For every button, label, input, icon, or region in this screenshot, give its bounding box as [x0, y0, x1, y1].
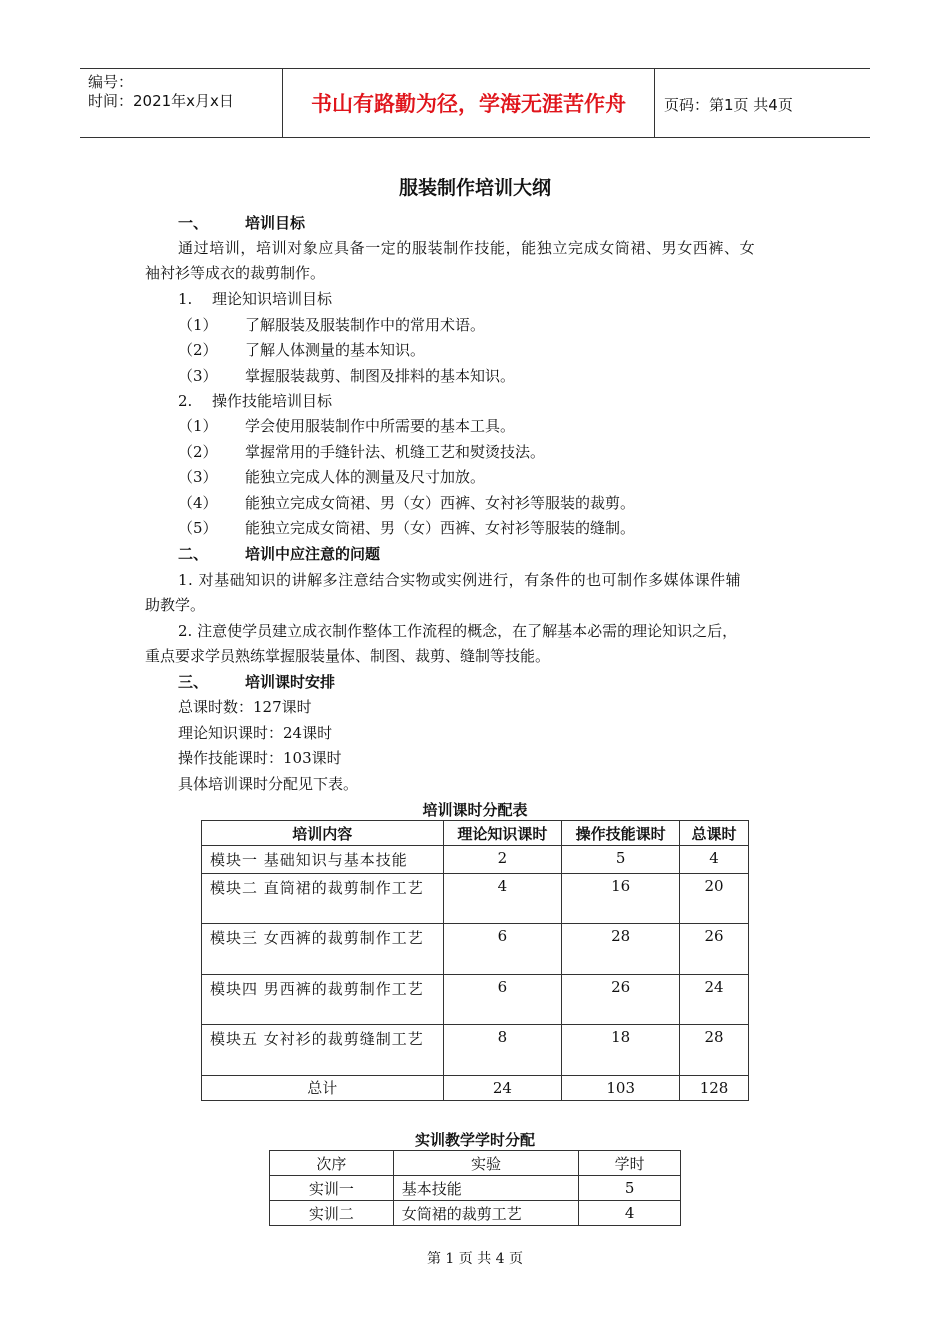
doc-code-label: 编号：	[88, 73, 134, 91]
table-header-row	[202, 821, 749, 846]
list-item-text: 能独立完成女筒裙、男（女）西裤、女衬衫等服装的缝制。	[245, 519, 636, 537]
column-header: 操作技能课时	[562, 821, 680, 846]
module-name-cell: 模块五 女衬衫的裁剪缝制工艺	[202, 1025, 444, 1076]
practice-hours-cell: 103	[562, 1076, 680, 1101]
practice-hours-cell: 18	[562, 1025, 680, 1076]
hours-cell: 4	[579, 1201, 681, 1226]
theory-hours-cell: 6	[443, 924, 562, 975]
section-1-number: 一、	[178, 214, 209, 232]
theory-hours-cell: 6	[443, 975, 562, 1025]
page-header	[80, 68, 870, 138]
module-name-cell: 模块三 女西裤的裁剪制作工艺	[202, 924, 444, 975]
section-2-title: 培训中应注意的问题	[245, 545, 381, 563]
order-cell: 实训二	[270, 1201, 394, 1226]
theory-hours-cell: 2	[443, 846, 562, 874]
table-row	[202, 975, 749, 1025]
experiment-cell: 基本技能	[393, 1176, 579, 1201]
section-3-number: 三、	[178, 673, 209, 691]
module-name-cell: 模块二 直筒裙的裁剪制作工艺	[202, 874, 444, 924]
list-item-number: （3）	[178, 468, 218, 486]
list-item-number: （3）	[178, 367, 218, 385]
list-item-text: 了解人体测量的基本知识。	[245, 341, 426, 359]
column-header: 理论知识课时	[443, 821, 562, 846]
section-2-para-2-line-2: 重点要求学员熟练掌握服装量体、制图、裁剪、缝制等技能。	[145, 647, 551, 665]
table-total-row	[202, 1076, 749, 1101]
hours-cell: 5	[579, 1176, 681, 1201]
column-header: 学时	[579, 1151, 681, 1176]
list-item-number: （1）	[178, 316, 218, 334]
table-row	[202, 846, 749, 874]
list-item-text: 能独立完成人体的测量及尺寸加放。	[245, 468, 486, 486]
total-hours-cell: 20	[680, 874, 749, 924]
hours-line: 具体培训课时分配见下表。	[178, 775, 359, 793]
subsection-2-title: 操作技能培训目标	[212, 392, 333, 410]
list-item-number: （1）	[178, 417, 218, 435]
header-page-info: 页码：第1页 共4页	[664, 96, 793, 114]
table-2-caption: 实训教学学时分配	[414, 1131, 535, 1149]
list-item-number: （2）	[178, 341, 218, 359]
hours-line: 操作技能课时：103课时	[178, 749, 342, 767]
section-1-intro-line-2: 袖衬衫等成衣的裁剪制作。	[145, 264, 326, 282]
table-row	[270, 1201, 681, 1226]
list-item-number: （5）	[178, 519, 218, 537]
total-hours-cell: 24	[680, 975, 749, 1025]
section-2-para-1-line-2: 助教学。	[145, 596, 206, 614]
header-meta	[80, 69, 283, 137]
table-row	[202, 924, 749, 975]
practice-hours-cell: 26	[562, 975, 680, 1025]
list-item-text: 了解服装及服装制作中的常用术语。	[245, 316, 486, 334]
list-item-text: 能独立完成女筒裙、男（女）西裤、女衬衫等服装的裁剪。	[245, 494, 636, 512]
list-item-text: 掌握服装裁剪、制图及排料的基本知识。	[245, 367, 516, 385]
subsection-2-number: 2.	[178, 392, 193, 410]
hours-allocation-table	[201, 820, 749, 1101]
table-header-row	[270, 1151, 681, 1176]
theory-hours-cell: 24	[443, 1076, 562, 1101]
total-hours-cell: 26	[680, 924, 749, 975]
table-1-caption: 培训课时分配表	[422, 801, 528, 819]
module-name-cell: 模块四 男西裤的裁剪制作工艺	[202, 975, 444, 1025]
list-item-number: （2）	[178, 443, 218, 461]
section-2-para-1-line-1: 1. 对基础知识的讲解多注意结合实物或实例进行，有条件的也可制作多媒体课件辅	[178, 571, 742, 589]
order-cell: 实训一	[270, 1176, 394, 1201]
section-3-title: 培训课时安排	[245, 673, 336, 691]
table-row	[270, 1176, 681, 1201]
page-footer: 第 1 页 共 4 页	[426, 1251, 524, 1267]
header-motto: 书山有路勤为径，学海无涯苦作舟	[283, 69, 655, 137]
practice-hours-cell: 5	[562, 846, 680, 874]
theory-hours-cell: 4	[443, 874, 562, 924]
doc-time-label: 时间：2021年x月x日	[88, 92, 234, 110]
module-name-cell: 模块一 基础知识与基本技能	[202, 846, 444, 874]
subsection-1-title: 理论知识培训目标	[212, 290, 333, 308]
experiment-cell: 女筒裙的裁剪工艺	[393, 1201, 579, 1226]
total-label-cell: 总计	[202, 1076, 444, 1101]
practical-hours-table	[269, 1150, 681, 1226]
section-2-number: 二、	[178, 545, 209, 563]
total-hours-cell: 28	[680, 1025, 749, 1076]
column-header: 实验	[393, 1151, 579, 1176]
document-title: 服装制作培训大纲	[398, 177, 551, 199]
theory-hours-cell: 8	[443, 1025, 562, 1076]
hours-line: 总课时数：127课时	[178, 698, 312, 716]
table-row	[202, 1025, 749, 1076]
total-hours-cell: 4	[680, 846, 749, 874]
practice-hours-cell: 28	[562, 924, 680, 975]
section-2-para-2-line-1: 2. 注意使学员建立成衣制作整体工作流程的概念，在了解基本必需的理论知识之后，	[178, 622, 738, 640]
column-header: 培训内容	[202, 821, 444, 846]
list-item-text: 学会使用服装制作中所需要的基本工具。	[245, 417, 516, 435]
list-item-text: 掌握常用的手缝针法、机缝工艺和熨烫技法。	[245, 443, 546, 461]
column-header: 次序	[270, 1151, 394, 1176]
section-1-intro-line-1: 通过培训，培训对象应具备一定的服装制作技能，能独立完成女筒裙、男女西裤、女	[178, 239, 756, 257]
hours-line: 理论知识课时：24课时	[178, 724, 333, 742]
section-1-title: 培训目标	[245, 214, 306, 232]
table-row	[202, 874, 749, 924]
subsection-1-number: 1.	[178, 290, 193, 308]
column-header: 总课时	[680, 821, 749, 846]
total-hours-cell: 128	[680, 1076, 749, 1101]
list-item-number: （4）	[178, 494, 218, 512]
practice-hours-cell: 16	[562, 874, 680, 924]
